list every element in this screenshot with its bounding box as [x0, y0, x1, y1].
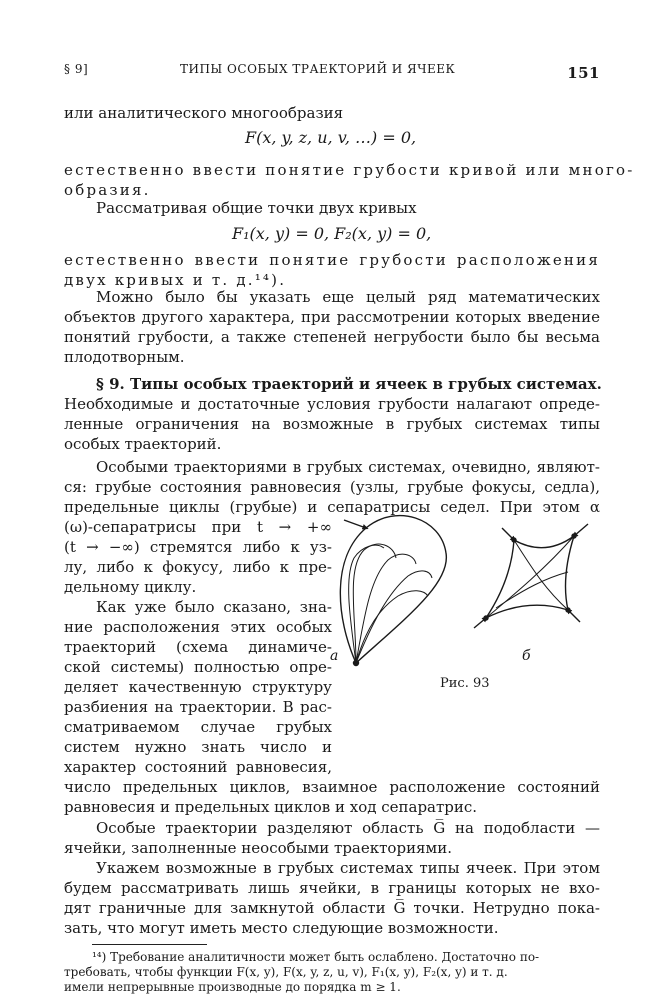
text-line: Можно было бы указать еще целый ряд математических [96, 288, 600, 306]
text-line: Особые траектории разделяют область G̅ на подобласти — [96, 819, 600, 837]
text-line: естественно ввести понятие грубости расположения [64, 251, 600, 269]
section-mark: § 9] [64, 62, 89, 76]
text-line: образия. [64, 181, 151, 199]
text-line: двух кривых и т. д.¹⁴). [64, 271, 287, 289]
text-line: лу, либо к фокусу, либо к пре- [64, 558, 332, 576]
footnote-line: требовать, чтобы функции F(x, y), F(x, y, z, u, v), F₁(x, y), F₂(x, y) и т. д. [64, 965, 508, 979]
page-number: 151 [567, 64, 600, 82]
text-line: особых траекторий. [64, 435, 222, 453]
text-line: разбиения на траектории. В рас- [64, 698, 332, 716]
formula-f1-f2: F₁(x, y) = 0, F₂(x, y) = 0, [232, 224, 432, 243]
text-line: траекторий (схема динамиче- [64, 638, 332, 656]
text-line: (t → −∞) стремятся либо к уз- [64, 538, 332, 556]
footnote-line: имели непрерывные производные до порядка m ≥ 1. [64, 980, 401, 994]
text-line: будем рассматривать лишь ячейки, в границы которых не вхо- [64, 879, 600, 897]
text-line: Рассматривая общие точки двух кривых [96, 199, 417, 217]
text-line: дельному циклу. [64, 578, 197, 596]
text-line: сматриваемом случае грубых [64, 718, 332, 736]
text-line: ся: грубые состояния равновесия (узлы, грубые фокусы, седла), [64, 478, 600, 496]
figure-label-b: б [522, 648, 531, 664]
figure-caption: Рис. 93 [440, 676, 490, 691]
text-line: характер состояний равновесия, [64, 758, 332, 776]
text-line: естественно ввести понятие грубости кривой или много- [64, 161, 635, 179]
section-heading: § 9. Типы особых траекторий и ячеек в грубых системах. [96, 375, 602, 393]
text-line: или аналитического многообразия [64, 104, 344, 122]
text-line: зать, что могут иметь место следующие возможности. [64, 919, 499, 937]
text-line: (ω)-сепаратрисы при t → +∞ [64, 518, 332, 536]
text-line: Особыми траекториями в грубых системах, очевидно, являют- [96, 458, 600, 476]
running-title: ТИПЫ ОСОБЫХ ТРАЕКТОРИЙ И ЯЧЕЕК [180, 62, 456, 76]
text-line: предельные циклы (грубые) и сепаратрисы седел. При этом α [64, 498, 600, 516]
formula-f: F(x, y, z, u, v, …) = 0, [245, 128, 417, 147]
text-line: равновесия и предельных циклов и ход сепаратрис. [64, 798, 478, 816]
running-head [64, 62, 600, 82]
text-line: число предельных циклов, взаимное расположение состояний [64, 778, 600, 796]
text-line: плодотворным. [64, 348, 185, 366]
text-line: Как уже было сказано, зна- [96, 598, 332, 616]
diagram-b [474, 524, 588, 628]
text-line: ние расположения этих особых [64, 618, 332, 636]
text-line: ленные ограничения на возможные в грубых системах типы [64, 415, 600, 433]
text-line: понятий грубости, а также степеней негрубости было бы весьма [64, 328, 600, 346]
text-line: Укажем возможные в грубых системах типы ячеек. При этом [96, 859, 600, 877]
diagram-a [340, 516, 446, 666]
text-line: дят граничные для замкнутой области G̅ точки. Нетрудно пока- [64, 899, 600, 917]
text-line: деляет качественную структуру [64, 678, 332, 696]
footnote-rule [92, 944, 207, 945]
text-line: Необходимые и достаточные условия грубости налагают опреде- [64, 395, 600, 413]
footnote-line: ¹⁴) Требование аналитичности может быть ослаблено. Достаточно по- [92, 950, 540, 964]
text-line: объектов другого характера, при рассмотрении которых введение [64, 308, 600, 326]
phase-portrait-diagrams [336, 498, 606, 698]
text-line: систем нужно знать число и [64, 738, 332, 756]
figure-label-a: а [330, 648, 339, 664]
text-line: ской системы) полностью опре- [64, 658, 332, 676]
text-line: ячейки, заполненные неособыми траекториями. [64, 839, 452, 857]
